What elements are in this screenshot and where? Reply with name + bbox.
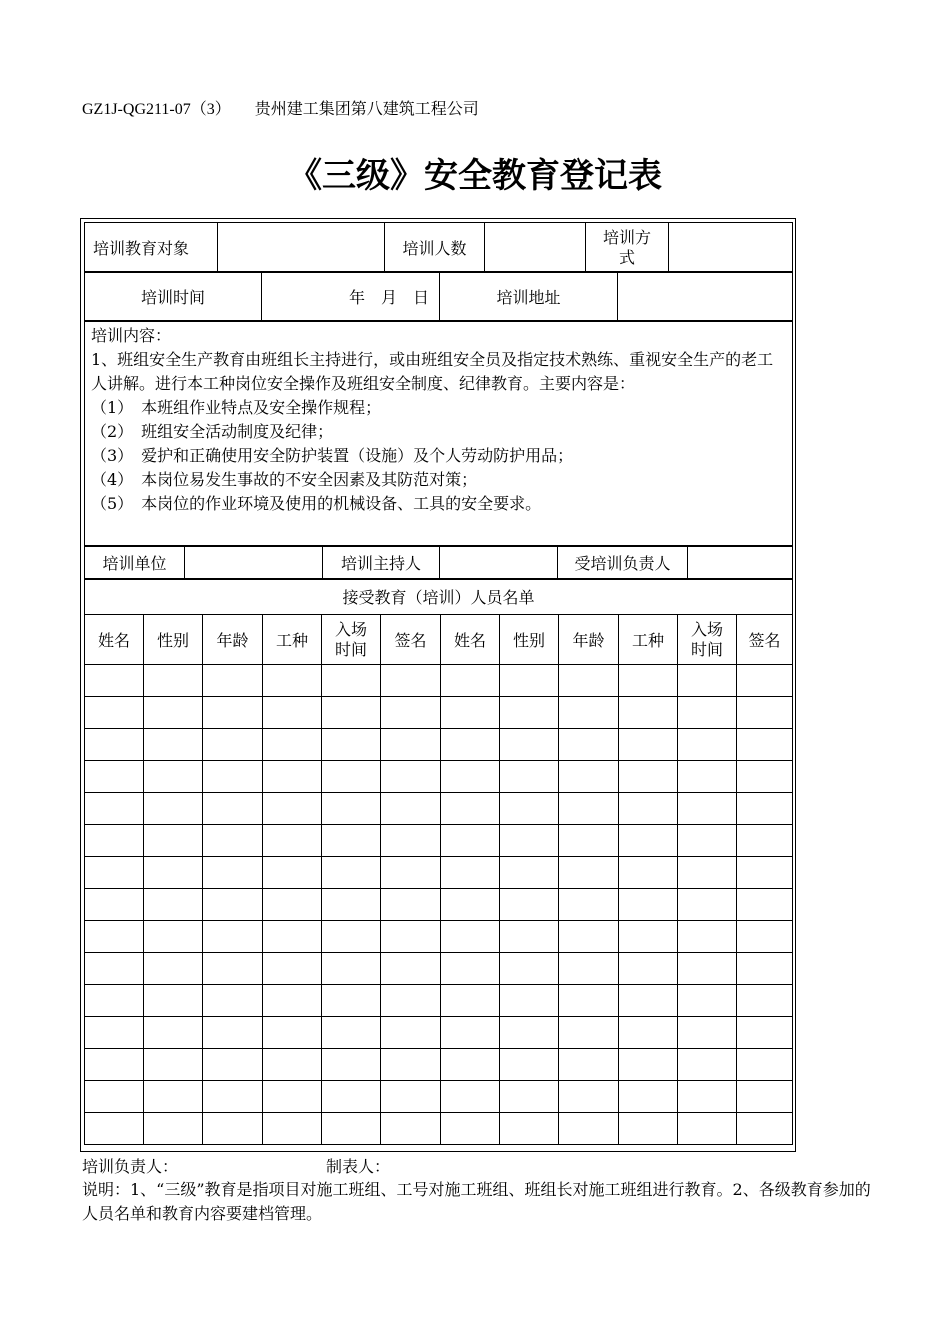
col-trade: 工种	[263, 615, 322, 665]
roster-cell[interactable]	[203, 889, 263, 921]
content-item: （1） 本班组作业特点及安全操作规程；	[91, 398, 382, 417]
maker-label: 制表人：	[326, 1157, 391, 1176]
roster-cell[interactable]	[203, 1113, 263, 1145]
trainee-lead-label: 受培训负责人	[558, 546, 688, 580]
method-label: 培训方 式	[586, 223, 669, 273]
roster-cell[interactable]	[678, 889, 737, 921]
content-item: （4） 本岗位易发生事故的不安全因素及其防范对策；	[91, 470, 478, 489]
roster-cell[interactable]	[322, 697, 381, 729]
roster-cell[interactable]	[441, 921, 500, 953]
roster-cell[interactable]	[203, 1081, 263, 1113]
roster-cell[interactable]	[441, 825, 500, 857]
roster-cell[interactable]	[737, 889, 793, 921]
count-label: 培训人数	[385, 223, 485, 273]
roster-cell[interactable]	[500, 953, 559, 985]
roster-cell[interactable]	[381, 857, 441, 889]
roster-cell[interactable]	[144, 953, 203, 985]
roster-cell[interactable]	[500, 1081, 559, 1113]
roster-cell[interactable]	[381, 1017, 441, 1049]
roster-cell[interactable]	[441, 889, 500, 921]
trainer-label: 培训负责人：	[82, 1157, 179, 1176]
footer-note: 说明：1、“三级”教育是指项目对施工班组、工号对施工班组、班组长对施工班组进行教育。2、各级教育参加的人员名单和教育内容要建档管理。	[82, 1180, 871, 1223]
roster-cell[interactable]	[737, 825, 793, 857]
document-header	[82, 96, 479, 119]
roster-cell[interactable]	[203, 697, 263, 729]
roster-cell[interactable]	[381, 921, 441, 953]
roster-cell[interactable]	[619, 729, 678, 761]
roster-cell[interactable]	[737, 1049, 793, 1081]
roster-cell[interactable]	[500, 665, 559, 697]
roster-cell[interactable]	[322, 793, 381, 825]
roster-cell[interactable]	[619, 761, 678, 793]
roster-cell[interactable]	[619, 985, 678, 1017]
roster-cell[interactable]	[263, 1113, 322, 1145]
roster-cell[interactable]	[737, 761, 793, 793]
roster-cell[interactable]	[619, 825, 678, 857]
roster-row	[85, 665, 793, 697]
roster-row	[85, 953, 793, 985]
roster-cell[interactable]	[85, 1049, 144, 1081]
roster-cell[interactable]	[144, 985, 203, 1017]
target-label: 培训教育对象	[85, 223, 218, 273]
col-sign: 签名	[381, 615, 441, 665]
roster-cell[interactable]	[203, 953, 263, 985]
roster-cell[interactable]	[737, 1081, 793, 1113]
roster-cell[interactable]	[144, 1049, 203, 1081]
col-name: 姓名	[441, 615, 500, 665]
roster-cell[interactable]	[203, 857, 263, 889]
roster-cell[interactable]	[85, 729, 144, 761]
roster-cell[interactable]	[619, 1017, 678, 1049]
roster-row	[85, 857, 793, 889]
roster-cell[interactable]	[381, 1049, 441, 1081]
roster-cell[interactable]	[322, 857, 381, 889]
count-field[interactable]	[485, 223, 586, 273]
roster-row	[85, 729, 793, 761]
roster-cell[interactable]	[441, 729, 500, 761]
roster-cell[interactable]	[500, 1113, 559, 1145]
roster-cell[interactable]	[678, 1081, 737, 1113]
roster-cell[interactable]	[263, 729, 322, 761]
roster-row	[85, 793, 793, 825]
roster-cell[interactable]	[322, 665, 381, 697]
roster-cell[interactable]	[737, 729, 793, 761]
roster-cell[interactable]	[737, 857, 793, 889]
location-field[interactable]	[618, 272, 793, 322]
roster-cell[interactable]	[322, 825, 381, 857]
roster-cell[interactable]	[381, 793, 441, 825]
roster-cell[interactable]	[203, 665, 263, 697]
roster-cell[interactable]	[441, 761, 500, 793]
roster-cell[interactable]	[322, 1113, 381, 1145]
roster-cell[interactable]	[500, 857, 559, 889]
roster-cell[interactable]	[322, 1049, 381, 1081]
roster-cell[interactable]	[678, 825, 737, 857]
roster-cell[interactable]	[144, 729, 203, 761]
roster-cell[interactable]	[263, 665, 322, 697]
host-label: 培训主持人	[323, 546, 440, 580]
roster-cell[interactable]	[500, 825, 559, 857]
footer-signatures	[82, 1154, 390, 1177]
form-frame	[80, 218, 796, 1152]
roster-cell[interactable]	[322, 761, 381, 793]
col-age: 年龄	[559, 615, 619, 665]
roster-cell[interactable]	[322, 729, 381, 761]
roster-cell[interactable]	[737, 665, 793, 697]
roster-cell[interactable]	[144, 921, 203, 953]
location-label: 培训地址	[440, 272, 618, 322]
roster-cell[interactable]	[619, 1081, 678, 1113]
method-field[interactable]	[669, 223, 793, 273]
roster-row	[85, 1017, 793, 1049]
roster-cell[interactable]	[322, 1081, 381, 1113]
roster-cell[interactable]	[678, 921, 737, 953]
roster-row	[85, 1049, 793, 1081]
roster-cell[interactable]	[263, 1049, 322, 1081]
roster-cell[interactable]	[619, 921, 678, 953]
roster-cell[interactable]	[381, 825, 441, 857]
roster-cell[interactable]	[500, 921, 559, 953]
roster-cell[interactable]	[85, 1113, 144, 1145]
roster-cell[interactable]	[144, 697, 203, 729]
roster-cell[interactable]	[559, 985, 619, 1017]
training-content-section	[84, 320, 793, 547]
content-item: （2） 班组安全活动制度及纪律；	[91, 422, 334, 441]
roster-cell[interactable]	[559, 889, 619, 921]
roster-cell[interactable]	[678, 1017, 737, 1049]
roster-cell[interactable]	[85, 1081, 144, 1113]
roster-cell[interactable]	[678, 793, 737, 825]
roster-row	[85, 761, 793, 793]
roster-cell[interactable]	[381, 761, 441, 793]
roster-cell[interactable]	[441, 1113, 500, 1145]
roster-cell[interactable]	[263, 857, 322, 889]
roster-cell[interactable]	[322, 921, 381, 953]
roster-cell[interactable]	[144, 857, 203, 889]
roster-cell[interactable]	[559, 729, 619, 761]
roster-cell[interactable]	[144, 825, 203, 857]
roster-cell[interactable]	[737, 793, 793, 825]
roster-cell[interactable]	[381, 697, 441, 729]
date-field[interactable]: 年 月 日	[262, 272, 440, 322]
roster-cell[interactable]	[85, 825, 144, 857]
roster-cell[interactable]	[203, 921, 263, 953]
roster-cell[interactable]	[263, 1017, 322, 1049]
col-name: 姓名	[85, 615, 144, 665]
roster-cell[interactable]	[500, 729, 559, 761]
content-paragraph: 1、班组安全生产教育由班组长主持进行，或由班组安全员及指定技术熟练、重视安全生产的老工人讲解。进行本工种岗位安全操作及班组安全制度、纪律教育。主要内容是：	[91, 350, 774, 393]
roster-cell[interactable]	[678, 665, 737, 697]
roster-cell[interactable]	[381, 1081, 441, 1113]
roster-row	[85, 1081, 793, 1113]
roster-cell[interactable]	[203, 825, 263, 857]
roster-cell[interactable]	[263, 889, 322, 921]
roster-cell[interactable]	[737, 921, 793, 953]
roster-cell[interactable]	[678, 953, 737, 985]
roster-cell[interactable]	[559, 921, 619, 953]
roster-cell[interactable]	[559, 793, 619, 825]
roster-cell[interactable]	[737, 985, 793, 1017]
roster-cell[interactable]	[678, 1113, 737, 1145]
roster-cell[interactable]	[619, 1113, 678, 1145]
roster-cell[interactable]	[619, 953, 678, 985]
roster-cell[interactable]	[203, 761, 263, 793]
col-trade: 工种	[619, 615, 678, 665]
roster-cell[interactable]	[678, 761, 737, 793]
roster-cell[interactable]	[85, 761, 144, 793]
roster-cell[interactable]	[737, 1113, 793, 1145]
roster-cell[interactable]	[441, 953, 500, 985]
row-training-target	[84, 222, 793, 273]
roster-cell[interactable]	[322, 985, 381, 1017]
col-entry-time: 入场 时间	[678, 615, 737, 665]
content-item: （5） 本岗位的作业环境及使用的机械设备、工具的安全要求。	[91, 494, 542, 513]
roster-cell[interactable]	[559, 1081, 619, 1113]
roster-cell[interactable]	[619, 665, 678, 697]
roster-cell[interactable]	[678, 857, 737, 889]
roster-cell[interactable]	[500, 985, 559, 1017]
unit-field[interactable]	[185, 546, 323, 580]
roster-cell[interactable]	[85, 857, 144, 889]
roster-cell[interactable]	[441, 1049, 500, 1081]
roster-cell[interactable]	[619, 697, 678, 729]
roster-cell[interactable]	[500, 793, 559, 825]
roster-row	[85, 889, 793, 921]
roster-cell[interactable]	[381, 665, 441, 697]
content-heading: 培训内容：	[91, 326, 172, 345]
roster-cell[interactable]	[559, 825, 619, 857]
roster-cell[interactable]	[203, 729, 263, 761]
time-label: 培训时间	[85, 272, 262, 322]
roster-cell[interactable]	[381, 985, 441, 1017]
roster-row	[85, 697, 793, 729]
roster-cell[interactable]	[678, 1049, 737, 1081]
roster-cell[interactable]	[85, 793, 144, 825]
col-age: 年龄	[203, 615, 263, 665]
roster-cell[interactable]	[263, 761, 322, 793]
roster-row	[85, 921, 793, 953]
roster-cell[interactable]	[619, 889, 678, 921]
unit-label: 培训单位	[85, 546, 185, 580]
roster-cell[interactable]	[85, 665, 144, 697]
roster-cell[interactable]	[500, 1017, 559, 1049]
roster-cell[interactable]	[441, 1081, 500, 1113]
roster-cell[interactable]	[441, 1017, 500, 1049]
roster-cell[interactable]	[559, 953, 619, 985]
roster-row	[85, 1113, 793, 1145]
roster-cell[interactable]	[85, 953, 144, 985]
roster-cell[interactable]	[85, 1017, 144, 1049]
roster-cell[interactable]	[441, 793, 500, 825]
roster-title: 接受教育（培训）人员名单	[85, 579, 793, 615]
roster-cell[interactable]	[322, 953, 381, 985]
roster-cell[interactable]	[144, 665, 203, 697]
roster-cell[interactable]	[559, 1113, 619, 1145]
roster-cell[interactable]	[737, 1017, 793, 1049]
roster-cell[interactable]	[144, 793, 203, 825]
roster-cell[interactable]	[678, 985, 737, 1017]
roster-body	[85, 665, 793, 1145]
roster-cell[interactable]	[85, 889, 144, 921]
col-gender: 性别	[500, 615, 559, 665]
roster-cell[interactable]	[203, 1017, 263, 1049]
form-code: GZ1J-QG211-07（3）	[82, 101, 231, 118]
content-item: （3） 爱护和正确使用安全防护装置（设施）及个人劳动防护用品；	[91, 446, 574, 465]
roster-cell[interactable]	[144, 1113, 203, 1145]
roster-cell[interactable]	[263, 793, 322, 825]
roster-cell[interactable]	[381, 953, 441, 985]
roster-cell[interactable]	[678, 729, 737, 761]
roster-cell[interactable]	[559, 665, 619, 697]
roster-cell[interactable]	[619, 793, 678, 825]
roster-cell[interactable]	[500, 889, 559, 921]
roster-cell[interactable]	[559, 1017, 619, 1049]
roster-cell[interactable]	[263, 1081, 322, 1113]
roster-cell[interactable]	[737, 697, 793, 729]
document-title: 《三级》安全教育登记表	[288, 156, 662, 196]
roster-cell[interactable]	[85, 985, 144, 1017]
roster-cell[interactable]	[500, 1049, 559, 1081]
target-field[interactable]	[218, 223, 385, 273]
roster-cell[interactable]	[203, 985, 263, 1017]
roster-cell[interactable]	[263, 921, 322, 953]
roster-cell[interactable]	[144, 761, 203, 793]
roster-cell[interactable]	[559, 857, 619, 889]
roster-cell[interactable]	[619, 1049, 678, 1081]
roster-cell[interactable]	[203, 793, 263, 825]
roster-cell[interactable]	[144, 1017, 203, 1049]
roster-cell[interactable]	[322, 1017, 381, 1049]
col-gender: 性别	[144, 615, 203, 665]
roster-cell[interactable]	[559, 697, 619, 729]
roster-cell[interactable]	[85, 697, 144, 729]
roster-row	[85, 825, 793, 857]
roster-cell[interactable]	[144, 889, 203, 921]
roster-cell[interactable]	[381, 1113, 441, 1145]
roster-cell[interactable]	[144, 1081, 203, 1113]
roster-cell[interactable]	[441, 857, 500, 889]
roster-cell[interactable]	[322, 889, 381, 921]
roster-cell[interactable]	[441, 697, 500, 729]
roster-row	[85, 985, 793, 1017]
training-content	[85, 321, 793, 547]
row-training-time	[84, 271, 793, 322]
roster-cell[interactable]	[500, 761, 559, 793]
roster-cell[interactable]	[737, 953, 793, 985]
roster-cell[interactable]	[619, 857, 678, 889]
trainee-lead-field[interactable]	[688, 546, 793, 580]
roster-cell[interactable]	[263, 953, 322, 985]
roster-cell[interactable]	[263, 985, 322, 1017]
roster-cell[interactable]	[381, 889, 441, 921]
roster-cell[interactable]	[559, 761, 619, 793]
row-training-unit	[84, 545, 793, 580]
col-sign: 签名	[737, 615, 793, 665]
roster-cell[interactable]	[678, 697, 737, 729]
roster-cell[interactable]	[441, 985, 500, 1017]
roster-cell[interactable]	[85, 921, 144, 953]
roster-cell[interactable]	[263, 825, 322, 857]
roster-header-row	[85, 615, 793, 665]
host-field[interactable]	[440, 546, 558, 580]
company-name: 贵州建工集团第八建筑工程公司	[254, 99, 479, 118]
roster-cell[interactable]	[381, 729, 441, 761]
roster-table	[84, 578, 793, 1145]
roster-cell[interactable]	[441, 665, 500, 697]
col-entry-time: 入场 时间	[322, 615, 381, 665]
roster-cell[interactable]	[203, 1049, 263, 1081]
roster-cell[interactable]	[500, 697, 559, 729]
roster-cell[interactable]	[263, 697, 322, 729]
roster-cell[interactable]	[559, 1049, 619, 1081]
